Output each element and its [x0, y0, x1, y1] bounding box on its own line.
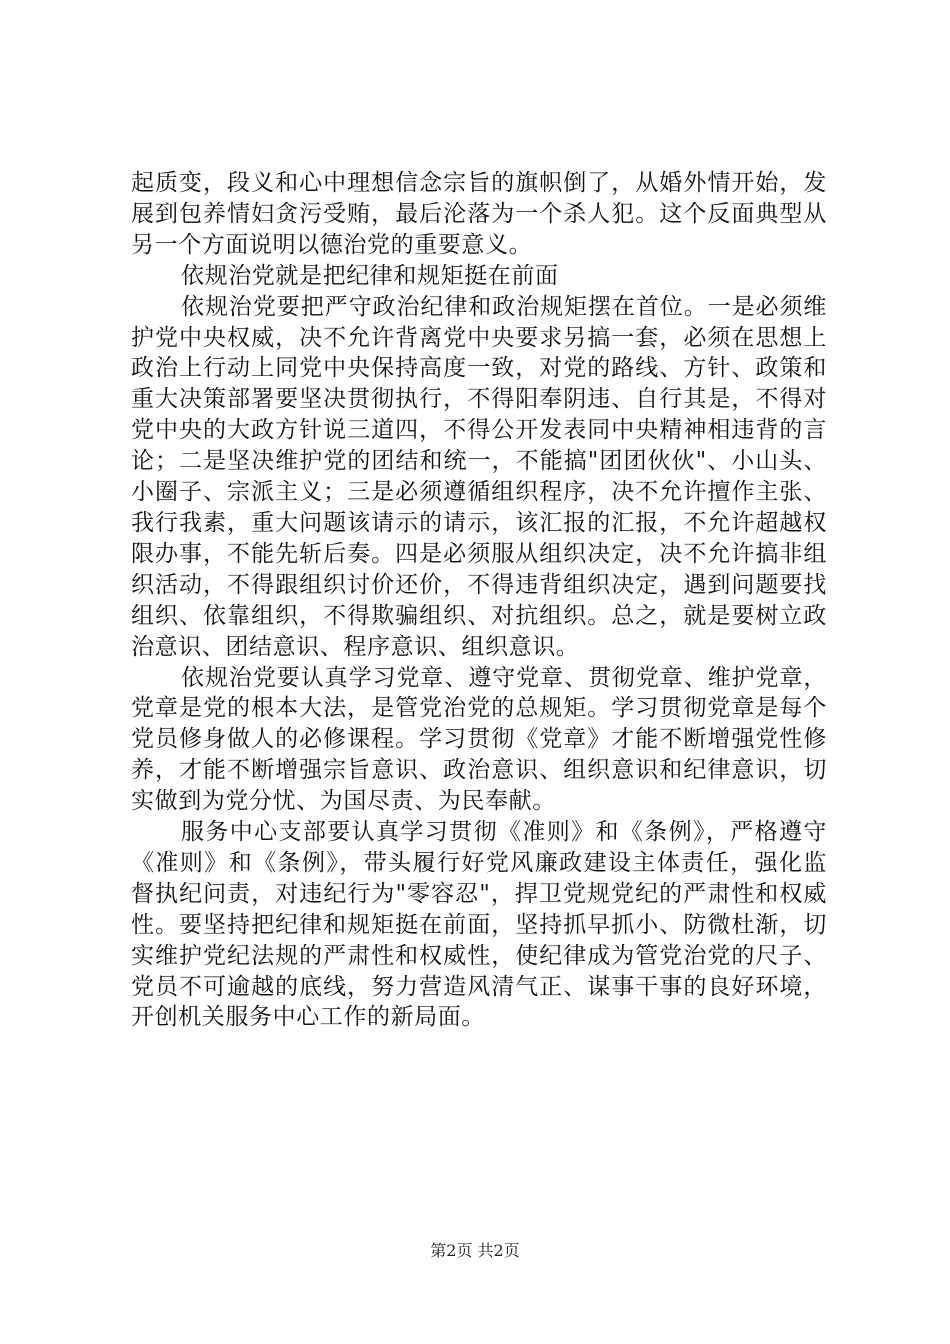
paragraph-service-center-branch: 服务中心支部要认真学习贯彻《准则》和《条例》，严格遵守《准则》和《条例》，带头履行好党风廉政建设主体责任，强化监督执纪问责，对违纪行为"零容忍"，捍卫党规党纪的严肃性和权威性。要坚持把纪律和规矩挺在前面，坚持抓早抓小、防微杜渐，切实维护党纪法规的严肃性和权威性，使纪律成为管党治党的尺子、党员不可逾越的底线，努力营造风清气正、谋事干事的良好环境，开创机关服务中心工作的新局面。 [131, 819, 827, 1031]
paragraph-party-constitution: 依规治党要认真学习党章、遵守党章、贯彻党章、维护党章，党章是党的根本大法，是管党治党的总规矩。学习贯彻党章是每个党员修身做人的必修课程。学习贯彻《党章》才能不断增强党性修养，才能不断增强宗旨意识、政治意识、组织意识和纪律意识，切实做到为党分忧、为国尽责、为民奉献。 [131, 664, 827, 815]
section-heading: 依规治党就是把纪律和规矩挺在前面 [181, 262, 559, 289]
page-footer: 第2页 共2页 [430, 1241, 520, 1260]
document-body [131, 168, 827, 1033]
paragraph-political-discipline: 依规治党要把严守政治纪律和政治规矩摆在首位。一是必须维护党中央权威，决不允许背离党中央要求另搞一套，必须在思想上政治上行动上同党中央保持高度一致，对党的路线、方针、政策和重大决策部署要坚决贯彻执行，不得阳奉阴违、自行其是，不得对党中央的大政方针说三道四，不得公开发表同中央精神相违背的言论；二是坚决维护党的团结和统一，不能搞"团团伙伙"、小山头、小圈子、宗派主义；三是必须遵循组织程序，决不允许擅作主张、我行我素，重大问题该请示的请示，该汇报的汇报，不允许超越权限办事，不能先斩后奏。四是必须服从组织决定，决不允许搞非组织活动，不得跟组织讨价还价，不得违背组织决定，遇到问题要找组织、依靠组织，不得欺骗组织、对抗组织。总之，就是要树立政治意识、团结意识、程序意识、组织意识。 [131, 293, 827, 660]
paragraph-continuation: 起质变，段义和心中理想信念宗旨的旗帜倒了，从婚外情开始，发展到包养情妇贪污受贿，最后沦落为一个杀人犯。这个反面典型从另一个方面说明以德治党的重要意义。 [131, 170, 827, 258]
